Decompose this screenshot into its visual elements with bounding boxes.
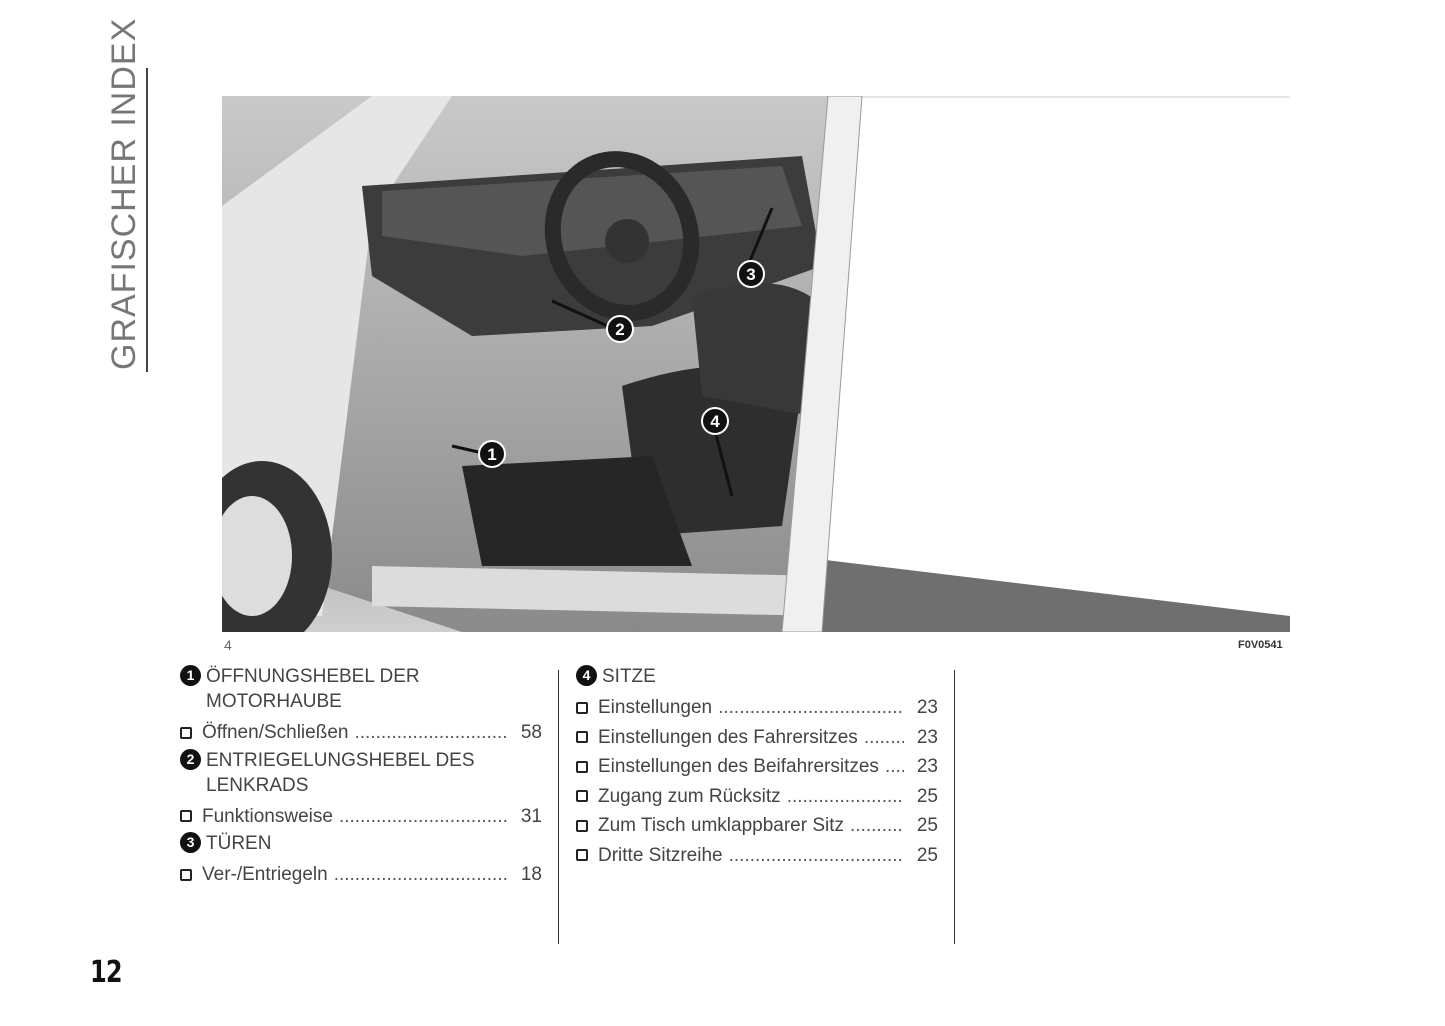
index-entry-page: 25 xyxy=(916,785,938,807)
index-heading-text: TÜREN xyxy=(206,833,272,854)
column-divider xyxy=(954,670,955,944)
callout-2-label: 2 xyxy=(615,320,625,339)
side-title-rule xyxy=(146,68,148,372)
column-divider xyxy=(558,670,559,944)
callout-4-label: 4 xyxy=(710,412,720,431)
index-heading xyxy=(576,664,938,689)
index-entry-label: Dritte Sitzreihe xyxy=(598,844,723,866)
index-number-badge: 2 xyxy=(180,749,201,770)
dot-leader xyxy=(787,784,904,809)
index-entry-label: Funktionsweise xyxy=(202,805,333,827)
dot-leader xyxy=(864,725,904,750)
page-number: 12 xyxy=(90,955,122,990)
index-entry-page: 58 xyxy=(520,722,542,744)
callout-3-badge xyxy=(738,261,764,287)
section-side-title xyxy=(104,17,144,372)
index-entry-label: Öffnen/Schließen xyxy=(202,722,349,744)
car-interior-figure xyxy=(222,96,1290,632)
index-entry-page: 25 xyxy=(916,815,938,837)
index-column-right xyxy=(576,664,938,870)
index-heading-text: ENTRIEGELUNGSHEBEL DES LENKRADS xyxy=(206,749,475,796)
index-entry[interactable] xyxy=(576,752,938,782)
index-heading xyxy=(180,831,542,856)
index-entry[interactable] xyxy=(180,718,542,748)
index-entry[interactable] xyxy=(576,811,938,841)
index-entry-page: 23 xyxy=(916,756,938,778)
checkbox-bullet-icon xyxy=(576,820,588,832)
checkbox-bullet-icon xyxy=(576,849,588,861)
index-number-badge: 1 xyxy=(180,665,201,686)
index-entry[interactable] xyxy=(576,782,938,812)
callout-1-label: 1 xyxy=(487,445,497,464)
index-heading-text: SITZE xyxy=(602,666,656,687)
index-entry[interactable] xyxy=(576,841,938,871)
index-heading xyxy=(180,664,542,714)
index-entry-label: Einstellungen des Beifahrersitzes xyxy=(598,756,879,778)
index-entry[interactable] xyxy=(180,860,542,890)
dot-leader xyxy=(729,843,904,868)
dot-leader xyxy=(885,754,904,779)
car-interior-illustration xyxy=(222,96,1290,632)
checkbox-bullet-icon xyxy=(576,790,588,802)
dot-leader xyxy=(339,804,508,829)
dot-leader xyxy=(354,720,508,745)
figure-code: F0V0541 xyxy=(1238,639,1283,651)
dot-leader xyxy=(334,862,508,887)
checkbox-bullet-icon xyxy=(180,869,192,881)
index-entry[interactable] xyxy=(180,802,542,832)
index-entry-page: 23 xyxy=(916,697,938,719)
checkbox-bullet-icon xyxy=(576,702,588,714)
dot-leader xyxy=(850,813,904,838)
checkbox-bullet-icon xyxy=(180,727,192,739)
index-entry-page: 31 xyxy=(520,805,542,827)
index-entry-page: 18 xyxy=(520,864,542,886)
section-title-text: GRAFISCHER INDEX xyxy=(105,17,143,370)
index-entry-label: Zum Tisch umklappbarer Sitz xyxy=(598,815,845,837)
index-number-badge: 3 xyxy=(180,832,201,853)
callout-3-label: 3 xyxy=(746,265,756,284)
index-heading-text: ÖFFNUNGSHEBEL DER MOTORHAUBE xyxy=(206,666,420,712)
index-entry-label: Einstellungen des Fahrersitzes xyxy=(598,726,858,748)
index-entry-label: Einstellungen xyxy=(598,697,713,719)
index-entry-label: Zugang zum Rücksitz xyxy=(598,785,781,807)
checkbox-bullet-icon xyxy=(576,761,588,773)
index-entry[interactable] xyxy=(576,693,938,723)
figure-number: 4 xyxy=(224,637,232,653)
index-entry-page: 25 xyxy=(916,844,938,866)
index-entry-page: 23 xyxy=(916,726,938,748)
callout-4-badge xyxy=(702,408,728,434)
callout-2-badge xyxy=(607,316,633,342)
callout-1-badge xyxy=(479,441,505,467)
index-number-badge: 4 xyxy=(576,665,597,686)
index-heading xyxy=(180,748,542,798)
checkbox-bullet-icon xyxy=(576,731,588,743)
index-column-left xyxy=(180,664,542,890)
checkbox-bullet-icon xyxy=(180,810,192,822)
index-entry[interactable] xyxy=(576,723,938,753)
dot-leader xyxy=(718,695,904,720)
index-entry-label: Ver-/Entriegeln xyxy=(202,864,328,886)
